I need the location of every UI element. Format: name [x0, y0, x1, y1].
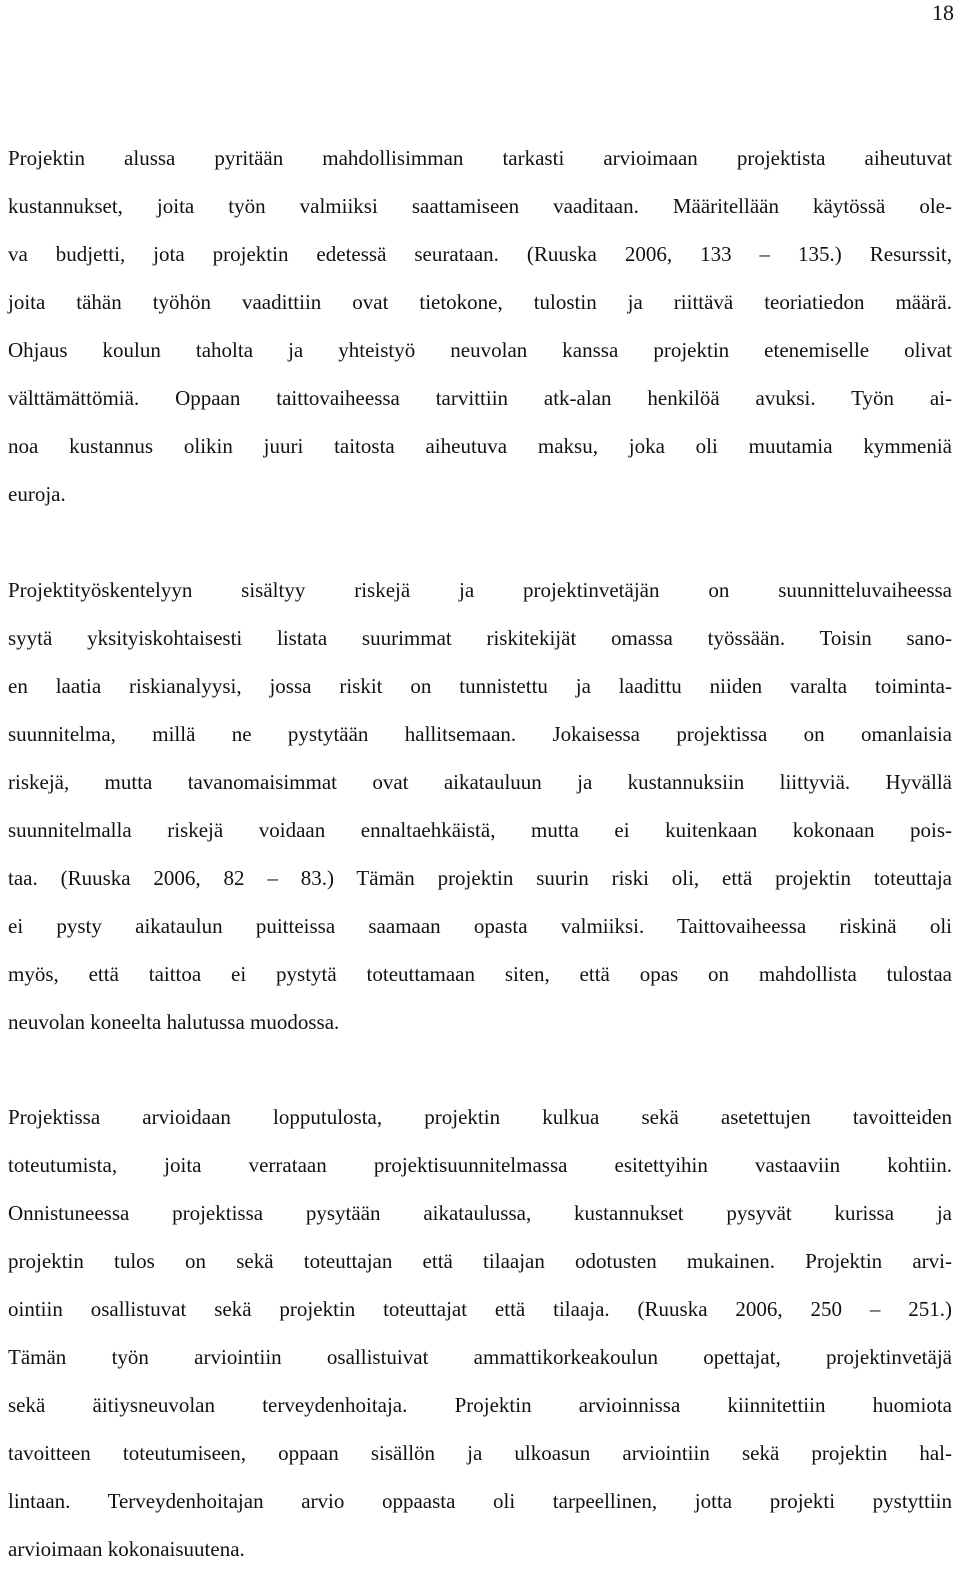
- text-line: ointiin osallistuvat sekä projektin toteuttajat että tilaaja. (Ruuska 2006, 250 – 251.): [8, 1297, 952, 1321]
- text-line: ei pysty aikataulun puitteissa saamaan opasta valmiiksi. Taittovaiheessa riskinä oli: [8, 914, 952, 938]
- text-line: riskejä, mutta tavanomaisimmat ovat aikatauluun ja kustannuksiin liittyviä. Hyvällä: [8, 770, 952, 794]
- paragraph-evaluation: [8, 1093, 952, 1573]
- text-line: Onnistuneessa projektissa pysytään aikataulussa, kustannukset pysyvät kurissa ja: [8, 1201, 952, 1225]
- text-line: euroja.: [8, 482, 66, 506]
- text-line: Projektityöskentelyyn sisältyy riskejä ja projektinvetäjän on suunnitteluvaiheessa: [8, 578, 952, 602]
- paragraph-budget: [8, 134, 952, 518]
- text-line: Projektin alussa pyritään mahdollisimman tarkasti arvioimaan projektista aiheutuvat: [8, 146, 952, 170]
- text-line: syytä yksityiskohtaisesti listata suurimmat riskitekijät omassa työssään. Toisin sano-: [8, 626, 952, 650]
- text-line: Ohjaus koulun taholta ja yhteistyö neuvolan kanssa projektin etenemiselle olivat: [8, 338, 952, 362]
- text-line: taa. (Ruuska 2006, 82 – 83.) Tämän projektin suurin riski oli, että projektin toteuttaja: [8, 866, 952, 890]
- text-line: neuvolan koneelta halutussa muodossa.: [8, 1010, 340, 1034]
- text-line: Tämän työn arviointiin osallistuivat ammattikorkeakoulun opettajat, projektinvetäjä: [8, 1345, 952, 1369]
- text-line: kustannukset, joita työn valmiiksi saattamiseen vaaditaan. Määritellään käytössä ole-: [8, 194, 952, 218]
- text-line: arvioimaan kokonaisuutena.: [8, 1537, 245, 1561]
- page-number: 18: [932, 0, 954, 25]
- text-line: projektin tulos on sekä toteuttajan että tilaajan odotusten mukainen. Projektin arvi-: [8, 1249, 952, 1273]
- text-line: myös, että taittoa ei pystytä toteuttamaan siten, että opas on mahdollista tulostaa: [8, 962, 952, 986]
- text-line: toteutumista, joita verrataan projektisuunnitelmassa esitettyihin vastaaviin kohtiin.: [8, 1153, 952, 1177]
- text-line: lintaan. Terveydenhoitajan arvio oppaasta oli tarpeellinen, jotta projekti pystyttiin: [8, 1489, 952, 1513]
- text-line: välttämättömiä. Oppaan taittovaiheessa tarvittiin atk-alan henkilöä avuksi. Työn ai-: [8, 386, 952, 410]
- text-line: suunnitelmalla riskejä voidaan ennaltaehkäistä, mutta ei kuitenkaan kokonaan pois-: [8, 818, 952, 842]
- text-line: Projektissa arvioidaan lopputulosta, projektin kulkua sekä asetettujen tavoitteiden: [8, 1105, 952, 1129]
- text-line: va budjetti, jota projektin edetessä seurataan. (Ruuska 2006, 133 – 135.) Resurssit,: [8, 242, 952, 266]
- paragraph-risks: [8, 566, 952, 1046]
- text-line: suunnitelma, millä ne pystytään hallitsemaan. Jokaisessa projektissa on omanlaisia: [8, 722, 952, 746]
- text-line: joita tähän työhön vaadittiin ovat tietokone, tulostin ja riittävä teoriatiedon määrä.: [8, 290, 952, 314]
- text-line: tavoitteen toteutumiseen, oppaan sisällön ja ulkoasun arviointiin sekä projektin hal-: [8, 1441, 952, 1465]
- text-line: sekä äitiysneuvolan terveydenhoitaja. Projektin arvioinnissa kiinnitettiin huomiota: [8, 1393, 952, 1417]
- text-line: en laatia riskianalyysi, jossa riskit on tunnistettu ja laadittu niiden varalta toiminta-: [8, 674, 952, 698]
- text-line: noa kustannus olikin juuri taitosta aiheutuva maksu, joka oli muutamia kymmeniä: [8, 434, 952, 458]
